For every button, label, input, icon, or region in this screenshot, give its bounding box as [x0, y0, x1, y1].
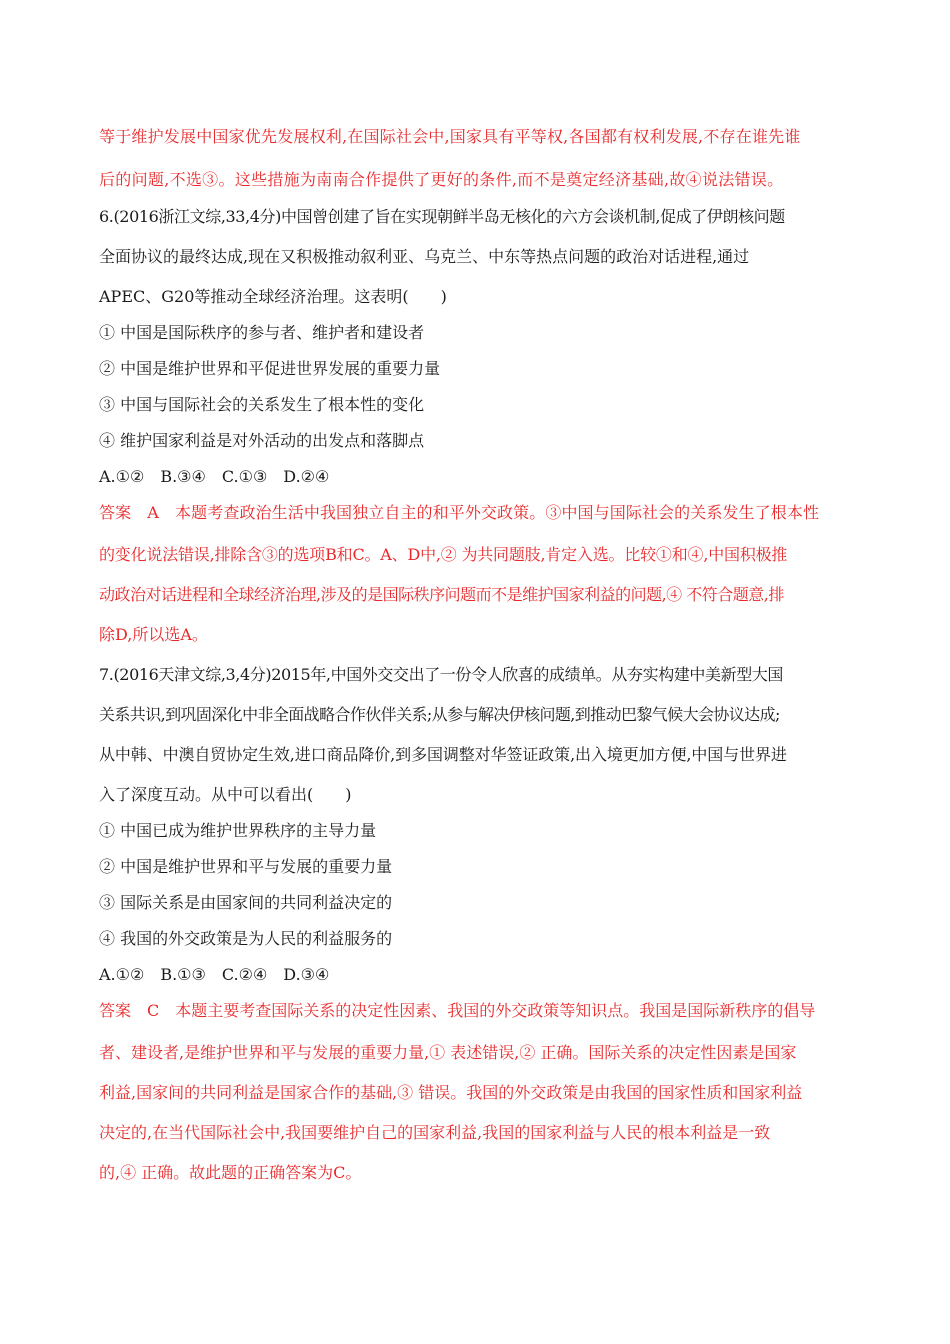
- question-7-stem: 从中韩、中澳自贸协定生效,进口商品降价,到多国调整对华签证政策,出入境更加方便,中国与世界进: [99, 745, 787, 764]
- answer-text-line: 后的问题,不选③。这些措施为南南合作提供了更好的条件,而不是奠定经济基础,故④说法错误。: [99, 170, 784, 189]
- question-7-stem: 7.(2016天津文综,3,4分)2015年,中国外交交出了一份令人欣喜的成绩单。从夯实构建中美新型大国: [99, 665, 784, 684]
- question-6-option: ③ 中国与国际社会的关系发生了根本性的变化: [99, 395, 425, 414]
- question-6-option: ② 中国是维护世界和平促进世界发展的重要力量: [99, 359, 441, 378]
- question-6-stem: 全面协议的最终达成,现在又积极推动叙利亚、乌克兰、中东等热点问题的政治对话进程,通过: [99, 247, 750, 266]
- question-6-answer: 动政治对话进程和全球经济治理,涉及的是国际秩序问题而不是维护国家利益的问题,④ 不符合题意,排: [99, 585, 784, 604]
- answer-text-line: 等于维护发展中国家优先发展权利,在国际社会中,国家具有平等权,各国都有权利发展,不存在谁先谁: [99, 127, 801, 146]
- question-7-stem: 关系共识,到巩固深化中非全面战略合作伙伴关系;从参与解决伊核问题,到推动巴黎气候大会协议达成;: [99, 705, 780, 724]
- question-7-option: ② 中国是维护世界和平与发展的重要力量: [99, 857, 393, 876]
- question-7-option: ① 中国已成为维护世界秩序的主导力量: [99, 821, 377, 840]
- question-6-stem: APEC、G20等推动全球经济治理。这表明( ): [99, 287, 447, 306]
- question-6-option: ① 中国是国际秩序的参与者、维护者和建设者: [99, 323, 425, 342]
- question-6-answer: 答案 A 本题考查政治生活中我国独立自主的和平外交政策。③中国与国际社会的关系发生了根本性: [99, 503, 820, 522]
- question-7-answer: 者、建设者,是维护世界和平与发展的重要力量,① 表述错误,② 正确。国际关系的决定性因素是国家: [99, 1043, 797, 1062]
- question-7-option: ④ 我国的外交政策是为人民的利益服务的: [99, 929, 393, 948]
- question-6-choices: A.①② B.③④ C.①③ D.②④: [99, 467, 330, 486]
- question-7-stem: 入了深度互动。从中可以看出( ): [99, 785, 352, 804]
- question-6-answer: 除D,所以选A。: [99, 625, 208, 644]
- question-6-stem: 6.(2016浙江文综,33,4分)中国曾创建了旨在实现朝鲜半岛无核化的六方会谈机制,促成了伊朗核问题: [99, 207, 785, 226]
- question-7-answer: 答案 C 本题主要考查国际关系的决定性因素、我国的外交政策等知识点。我国是国际新秩序的倡导: [99, 1001, 816, 1020]
- question-6-option: ④ 维护国家利益是对外活动的出发点和落脚点: [99, 431, 425, 450]
- question-7-answer: 决定的,在当代国际社会中,我国要维护自己的国家利益,我国的国家利益与人民的根本利益是一致: [99, 1123, 771, 1142]
- question-6-answer: 的变化说法错误,排除含③的选项B和C。A、D中,② 为共同题肢,肯定入选。比较①和④,中国积极推: [99, 545, 788, 564]
- question-7-option: ③ 国际关系是由国家间的共同利益决定的: [99, 893, 393, 912]
- question-7-answer: 的,④ 正确。故此题的正确答案为C。: [99, 1163, 362, 1182]
- question-7-choices: A.①② B.①③ C.②④ D.③④: [99, 965, 330, 984]
- question-7-answer: 利益,国家间的共同利益是国家合作的基础,③ 错误。我国的外交政策是由我国的国家性质和国家利益: [99, 1083, 803, 1102]
